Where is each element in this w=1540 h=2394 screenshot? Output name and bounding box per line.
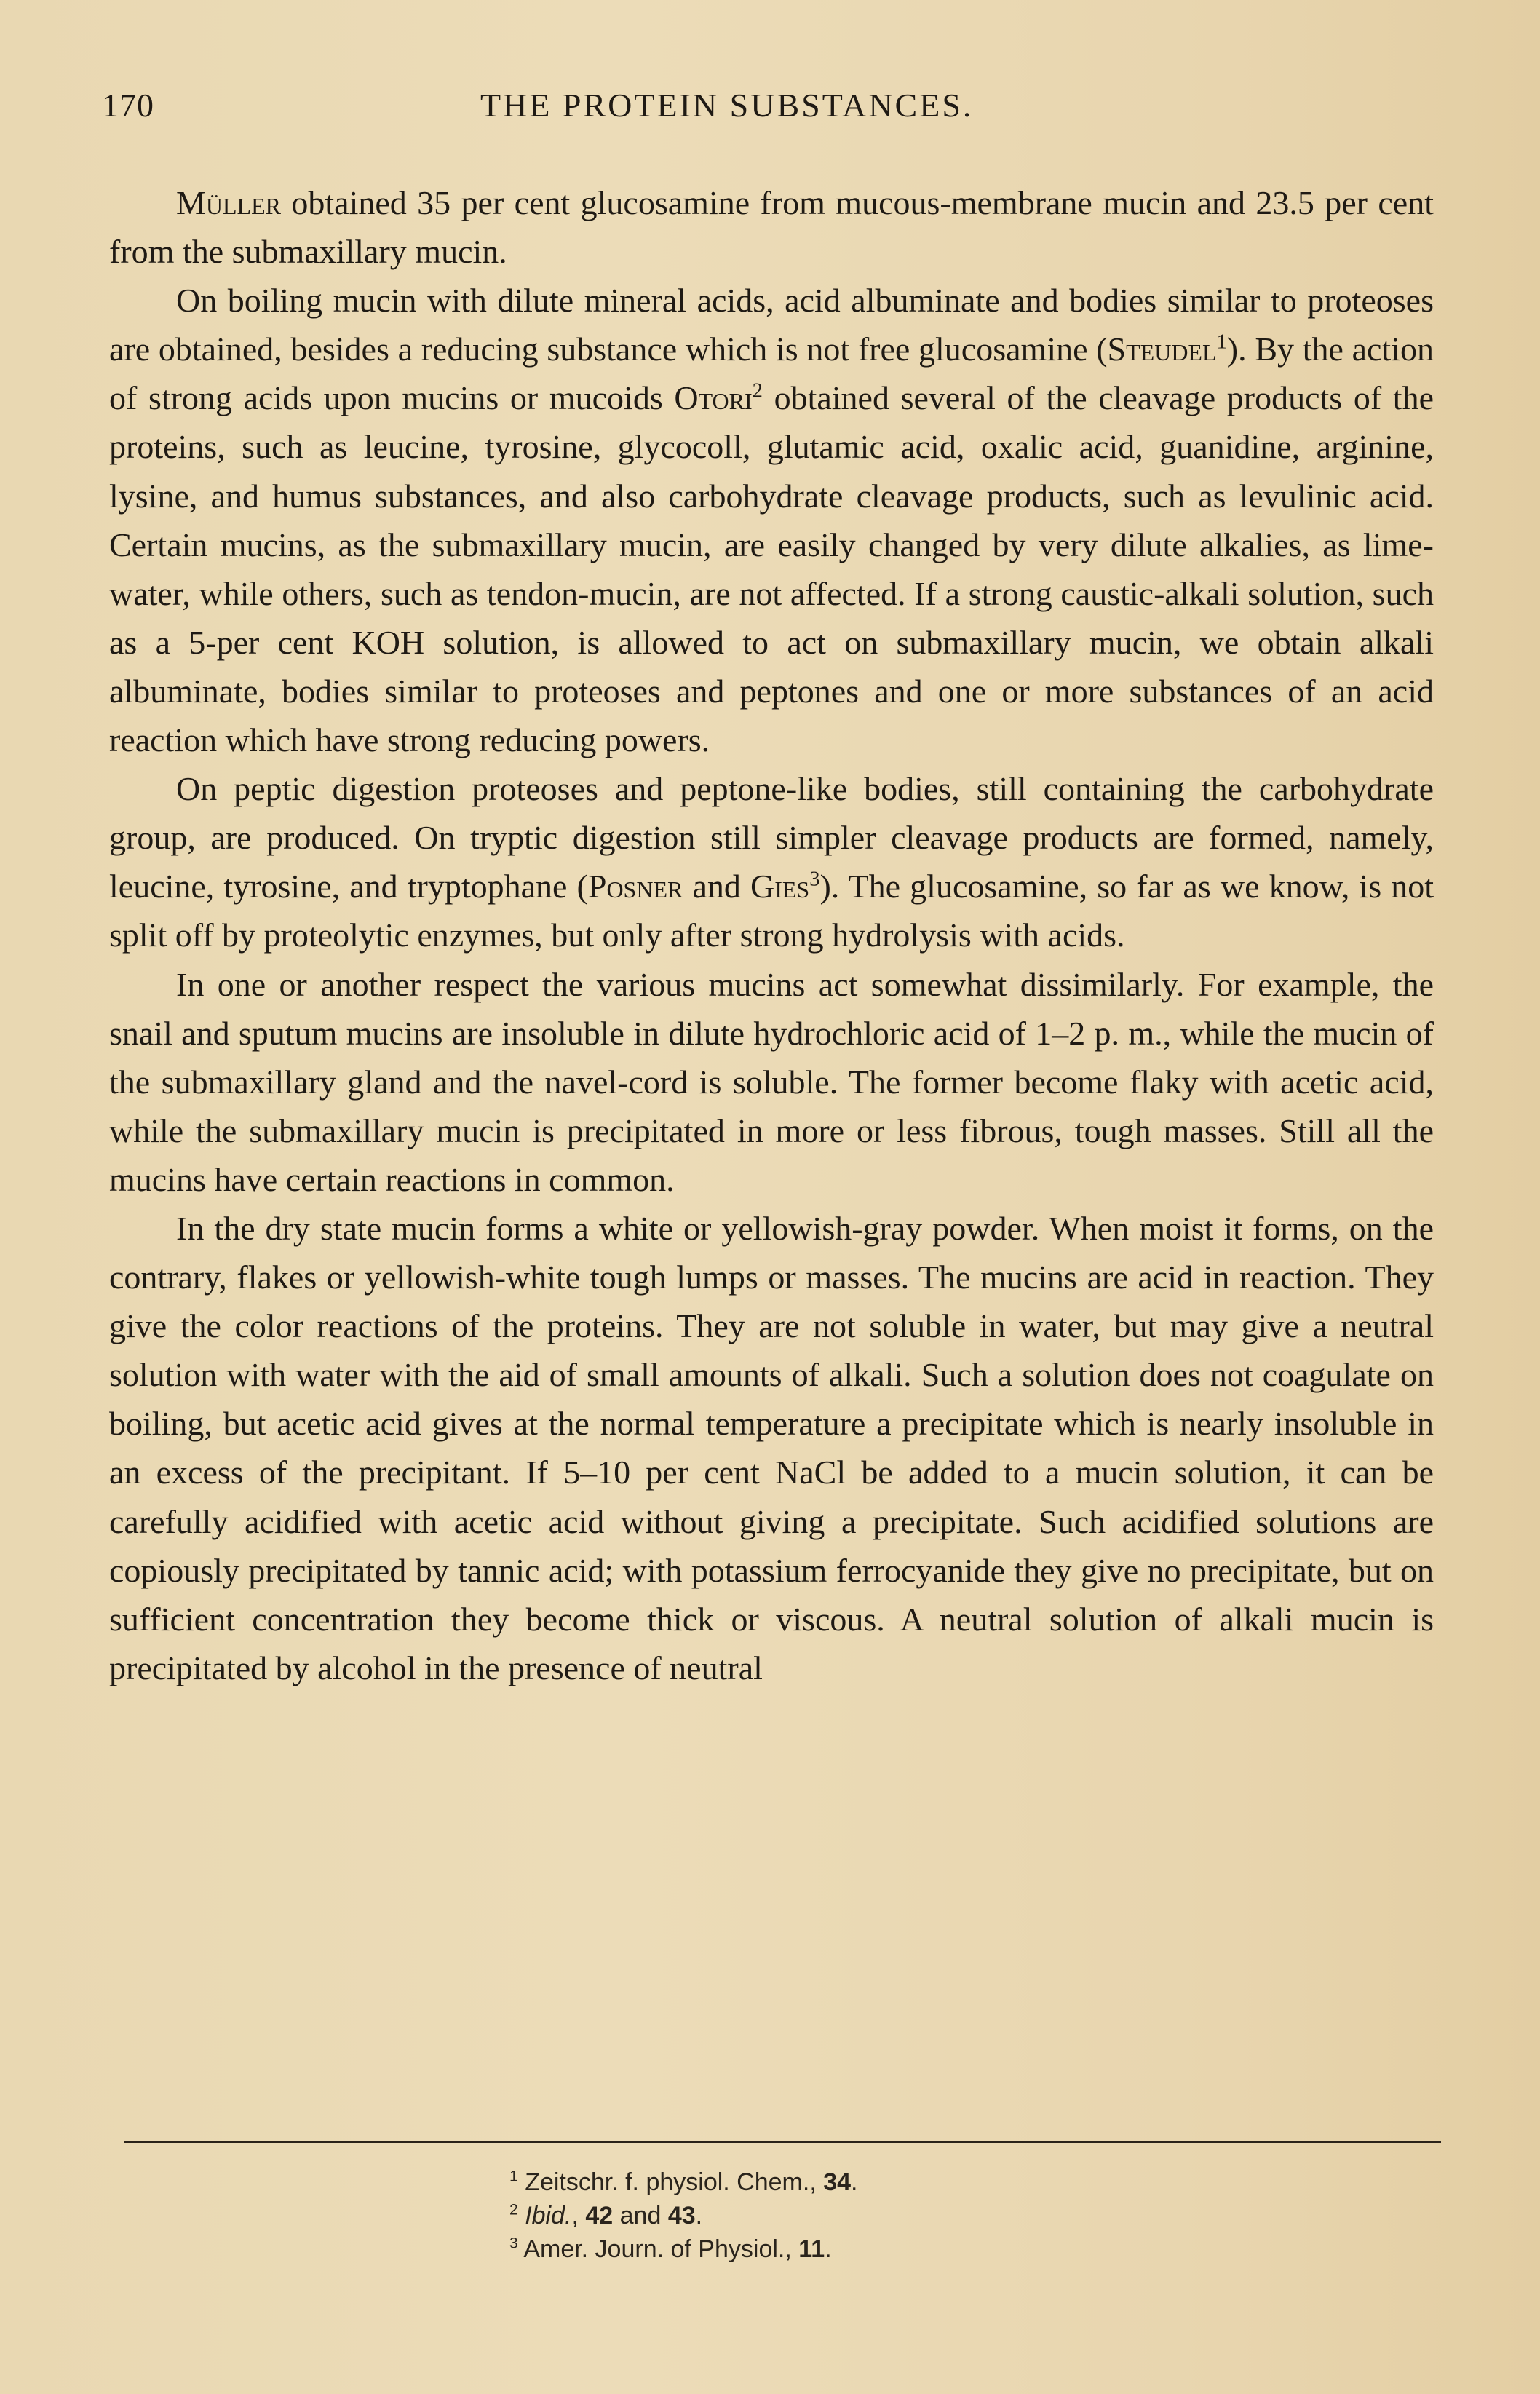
footnote-source: Amer. Journ. of Physiol., bbox=[523, 2235, 799, 2263]
footnote-3 bbox=[509, 2232, 1383, 2266]
body-text bbox=[109, 178, 1434, 1692]
footnote-volume: 43 bbox=[667, 2202, 696, 2229]
footnote-end: . bbox=[851, 2168, 858, 2196]
footnote-source: Zeitschr. f. physiol. Chem., bbox=[525, 2168, 824, 2196]
paragraph-text: In one or another respect the various mucins act somewhat dissimilarly. For example, the snail and sputum mucins are insoluble in dilute hydrochloric acid of 1–2 p. m., while the mucin of the submaxillary gland and the navel-cord is soluble. The former become flaky with acetic acid, while the submaxillary mucin is precipitated in more or less fibrous, tough masses. Still all the mucins have certain reactions in common. bbox=[109, 965, 1434, 1198]
paragraph-4 bbox=[109, 960, 1434, 1204]
footnote-ref: 1 bbox=[1216, 330, 1227, 354]
paragraph-text: ). The glucosamine, so far as we know, is not split off by proteolytic enzymes, but only after strong hydrolysis with acids. bbox=[109, 868, 1434, 954]
footnote-ref: 2 bbox=[752, 380, 763, 403]
author-name: Müller bbox=[176, 184, 281, 221]
author-name: Otori bbox=[674, 379, 753, 417]
footnote-conjunction: and bbox=[613, 2202, 668, 2229]
footnote-volume: 34 bbox=[823, 2168, 852, 2196]
footnote-1 bbox=[509, 2165, 1383, 2199]
paragraph-text: In the dry state mucin forms a white or yellowish-gray powder. When moist it forms, on the contrary, flakes or yellowish-white tough lumps or masses. The mucins are acid in reaction. They give the color reactions of the proteins. They are not soluble in water, but may give a neutral solution with water with the aid of small amounts of alkali. Such a solution does not coagulate on boiling, but acetic acid gives at the normal temperature a precipitate which is nearly insoluble in an excess of the precipitant. If 5–10 per cent NaCl be added to a mucin solution, it can be carefully acidified with acetic acid without giving a precipitate. Such acidified solutions are copiously precipitated by tannic acid; with potassium ferrocyanide they give no precipitate, but on sufficient concentration they become thick or viscous. A neutral solution of alkali mucin is precipitated by alcohol in the presence of neutral bbox=[109, 1209, 1434, 1686]
footnote-end: . bbox=[695, 2202, 703, 2229]
paragraph-2 bbox=[109, 276, 1434, 764]
footnote-volume: 11 bbox=[798, 2235, 825, 2263]
paragraph-3 bbox=[109, 764, 1434, 959]
footnote-mark: 2 bbox=[509, 2201, 518, 2219]
footnote-divider bbox=[124, 2141, 1441, 2143]
author-name: Steudel bbox=[1107, 330, 1217, 368]
footnote-volume: 42 bbox=[585, 2202, 614, 2229]
paragraph-text: and bbox=[683, 868, 750, 905]
footnote-ref: 3 bbox=[809, 868, 820, 891]
paragraph-1 bbox=[109, 178, 1434, 276]
footnote-mark: 3 bbox=[509, 2235, 518, 2252]
footnote-source: Ibid. bbox=[525, 2202, 572, 2229]
author-name: Posner bbox=[587, 868, 683, 905]
footnote-separator: , bbox=[571, 2202, 586, 2229]
footnote-mark: 1 bbox=[509, 2168, 518, 2185]
footnote-2 bbox=[509, 2199, 1383, 2232]
paragraph-text: obtained 35 per cent glucosamine from mucous-membrane mucin and 23.5 per cent from the submaxillary mucin. bbox=[109, 184, 1434, 271]
author-name: Gies bbox=[750, 868, 810, 905]
page-number: 170 bbox=[102, 87, 154, 124]
paragraph-text: On boiling mucin with dilute mineral acids, acid albuminate and bodies similar to proteoses are obtained, besides a reducing substance which is not free glucosamine ( bbox=[109, 282, 1434, 368]
paragraph-text: On peptic digestion proteoses and peptone-like bodies, still containing the carbohydrate group, are produced. On tryptic digestion still simpler cleavage products are formed, namely, leucine, tyrosine, and tryptophane ( bbox=[109, 770, 1434, 905]
paragraph-text: obtained several of the cleavage products of the proteins, such as leucine, tyrosine, glycocoll, glutamic acid, oxalic acid, guanidine, arginine, lysine, and humus substances, and also carbohydrate cleavage products, such as levulinic acid. Certain mucins, as the submaxillary mucin, are easily changed by very dilute alkalies, as lime-water, while others, such as tendon-mucin, are not affected. If a strong caustic-alkali solution, such as a 5-per cent KOH solution, is allowed to act on submaxillary mucin, we obtain alkali albuminate, bodies similar to proteoses and peptones and one or more substances of an acid reaction which have strong reducing powers. bbox=[109, 379, 1434, 759]
page-header bbox=[102, 86, 1434, 144]
paragraph-text: ). By the action of strong acids upon mucins or mucoids bbox=[109, 330, 1434, 417]
footnote-end: . bbox=[825, 2235, 832, 2263]
paragraph-5 bbox=[109, 1204, 1434, 1692]
footnotes bbox=[509, 2165, 1383, 2266]
running-head: THE PROTEIN SUBSTANCES. bbox=[480, 87, 974, 124]
